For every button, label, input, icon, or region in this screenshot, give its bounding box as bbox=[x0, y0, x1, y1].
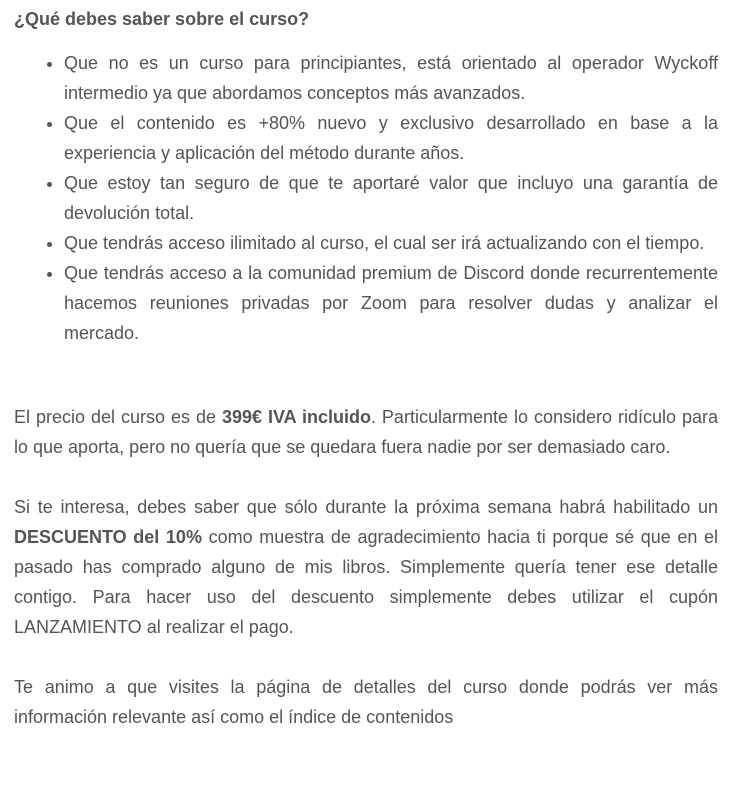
list-item: • Que estoy tan seguro de que te aportaré valor que incluyo una garantía de devolución total. bbox=[64, 168, 718, 228]
discount-text-after: como muestra de agradecimiento hacia ti porque sé que en el pasado has comprado alguno de mis libros. Simplemente quería tener ese detalle contigo. Para hacer uso del descuento simplemente debes utilizar el cupón LANZAMIENTO al realizar el pago. bbox=[14, 527, 718, 637]
price-paragraph bbox=[14, 402, 718, 462]
price-text-after: . Particularmente lo considero ridículo para lo que aporta, pero no quería que se quedara fuera nadie por ser demasiado caro. bbox=[14, 407, 718, 457]
list-item: • Que no es un curso para principiantes, está orientado al operador Wyckoff intermedio ya que abordamos conceptos más avanzados. bbox=[64, 48, 718, 108]
price-text-before: El precio del curso es de bbox=[14, 407, 222, 427]
discount-text-before: Si te interesa, debes saber que sólo durante la próxima semana habrá habilitado un bbox=[14, 497, 718, 517]
discount-highlight: DESCUENTO del 10% bbox=[14, 527, 202, 547]
list-item: • Que tendrás acceso ilimitado al curso, el cual ser irá actualizando con el tiempo. bbox=[64, 228, 718, 258]
list-item: • Que el contenido es +80% nuevo y exclusivo desarrollado en base a la experiencia y aplicación del método durante años. bbox=[64, 108, 718, 168]
discount-paragraph bbox=[14, 492, 718, 642]
email-body bbox=[0, 4, 732, 732]
section-heading: ¿Qué debes saber sobre el curso? bbox=[14, 9, 310, 29]
closing-paragraph: Te animo a que visites la página de detalles del curso donde podrás ver más información relevante así como el índice de contenidos bbox=[14, 677, 718, 727]
course-facts-list bbox=[14, 48, 718, 348]
list-item: • Que tendrás acceso a la comunidad premium de Discord donde recurrentemente hacemos reuniones privadas por Zoom para resolver dudas y analizar el mercado. bbox=[64, 258, 718, 348]
price-highlight: 399€ IVA incluido bbox=[221, 407, 371, 427]
